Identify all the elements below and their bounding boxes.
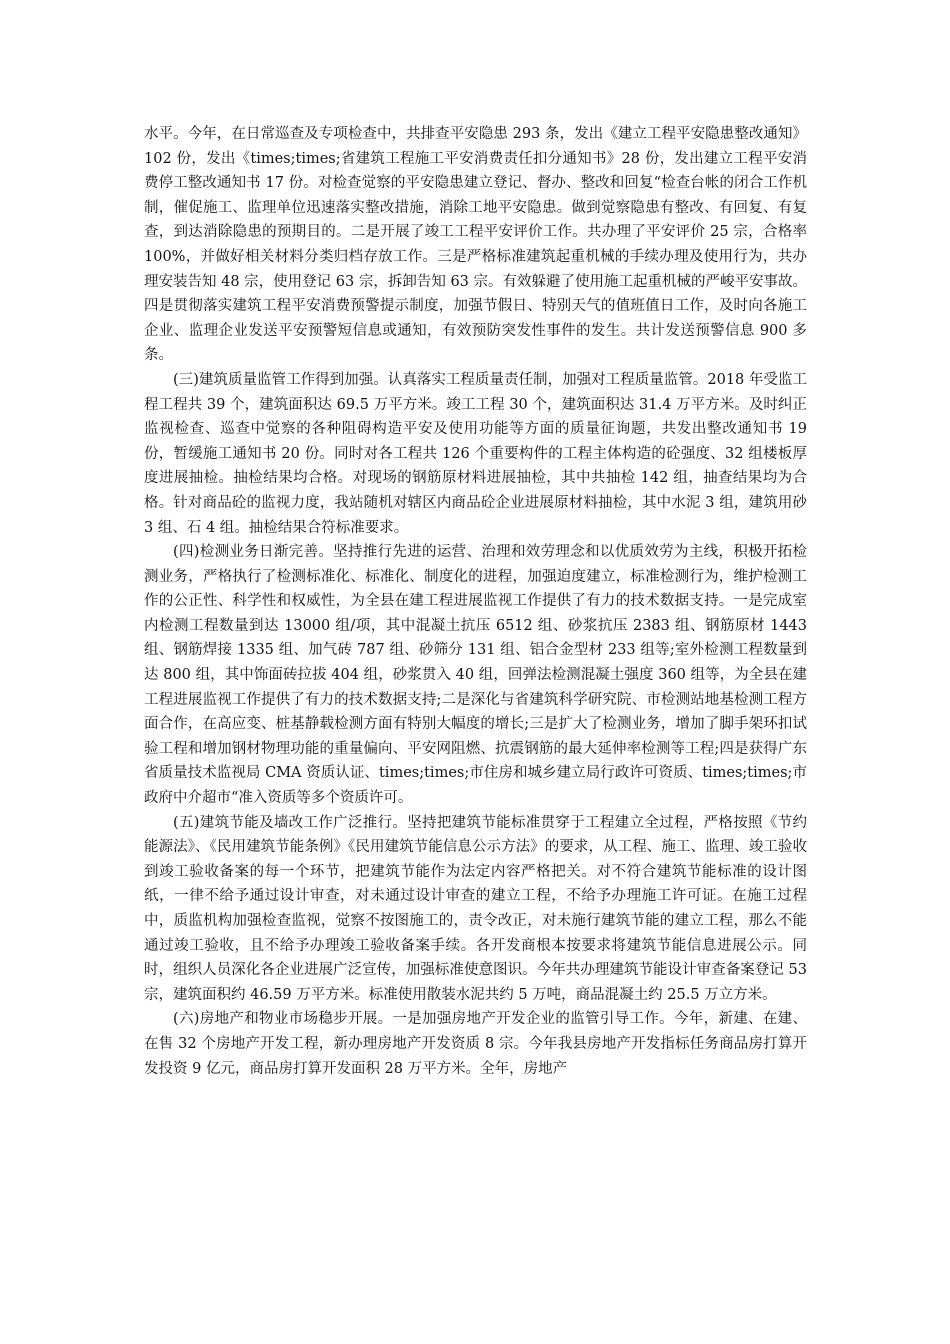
document-body	[144, 122, 807, 1081]
paragraph-real-estate: (六)房地产和物业市场稳步开展。一是加强房地产开发企业的监管引导工作。今年，新建、在建、在售 32 个房地产开发工程，新办理房地产开发资质 8 宗。今年我县房地产开发指标任务商品房打算开发投资 9 亿元，商品房打算开发面积 28 万平方米。全年，房地产	[144, 1011, 807, 1077]
paragraph-safety-inspection: 水平。今年，在日常巡查及专项检查中，共排查平安隐患 293 条，发出《建立工程平安隐患整改通知》102 份，发出《times;times;省建筑工程施工平安消费责任扣分通知书》28 份，发出建立工程平安消费停工整改通知书 17 份。对检查觉察的平安隐患建立登记、督办、整改和回复“检查台帐的闭合工作机制，催促施工、监理单位迅速落实整改措施，消除工地平安隐患。做到觉察隐患有整改、有回复、有复查，到达消除隐患的预期目的。二是开展了竣工工程平安评价工作。共办理了平安评价 25 宗，合格率 100%，并做好相关材料分类归档存放工作。三是严格标准建筑起重机械的手续办理及使用行为，共办理安装告知 48 宗，使用登记 63 宗，拆卸告知 63 宗。有效躲避了使用施工起重机械的严峻平安事故。四是贯彻落实建筑工程平安消费预警提示制度，加强节假日、特别天气的值班值日工作，及时向各施工企业、监理企业发送平安预警短信息或通知，有效预防突发性事件的发生。共计发送预警信息 900 多条。	[144, 126, 808, 364]
paragraph-quality-supervision: (三)建筑质量监管工作得到加强。认真落实工程质量责任制，加强对工程质量监管。2018 年受监工程工程共 39 个，建筑面积达 69.5 万平方米。竣工工程 30 个，建筑面积达 31.4 万平方米。及时纠正监视检查、巡查中觉察的各种阻碍构造平安及使用功能等方面的质量征询题，共发出整改通知书 19 份，暂缓施工通知书 20 份。同时对各工程共 126 个重要构件的工程主体构造的砼强度、32 组楼板厚度进展抽检。抽检结果均合格。对现场的钢筋原材料进展抽检，其中共抽检 142 组，抽查结果均为合格。针对商品砼的监视力度，我站随机对辖区内商品砼企业进展原材料抽检，其中水泥 3 组，建筑用砂 3 组、石 4 组。抽检结果合符标准要求。	[144, 371, 807, 536]
paragraph-testing-business: (四)检测业务日渐完善。坚持推行先进的运营、治理和效劳理念和以优质效劳为主线，积极开拓检测业务，严格执行了检测标准化、标准化、制度化的进程，加强迫度建立，标准检测行为，维护检测工作的公正性、科学性和权威性，为全县在建工程进展监视工作提供了有力的技术数据支持。一是完成室内检测工程数量到达 13000 组/项，其中混凝土抗压 6512 组、砂浆抗压 2383 组、钢筋原材 1443 组、钢筋焊接 1335 组、加气砖 787 组、砂筛分 131 组、铝合金型材 233 组等;室外检测工程数量到达 800 组，其中饰面砖拉拔 404 组，砂浆贯入 40 组，回弹法检测混凝土强度 360 组等，为全县在建工程进展监视工作提供了有力的技术数据支持;二是深化与省建筑科学研究院、市检测站地基检测工程方面合作，在高应变、桩基静载检测方面有特别大幅度的增长;三是扩大了检测业务，增加了脚手架环扣试验工程和增加钢材物理功能的重量偏向、平安网阻燃、抗震钢筋的最大延伸率检测等工程;四是获得广东省质量技术监视局 CMA 资质认证、times;times;市住房和城乡建立局行政许可资质、times;times;市政府中介超市“准入资质等多个资质许可。	[144, 544, 807, 807]
paragraph-energy-saving: (五)建筑节能及墙改工作广泛推行。坚持把建筑节能标准贯穿于工程建立全过程，严格按照《节约能源法》、《民用建筑节能条例》《民用建筑节能信息公示方法》的要求，从工程、施工、监理、竣工验收到竣工验收备案的每一个环节，把建筑节能作为法定内容严格把关。对不符合建筑节能标准的设计图纸，一律不给予通过设计审查，对未通过设计审查的建立工程，不给予办理施工许可证。在施工过程中，质监机构加强检查监视，觉察不按图施工的，责令改正，对未施行建筑节能的建立工程，那么不能通过竣工验收，且不给予办理竣工验收备案手续。各开发商根本按要求将建筑节能信息进展公示。同时，组织人员深化各企业进展广泛宣传，加强标准使意图识。今年共办理建筑节能设计审查备案登记 53 宗，建筑面积约 46.59 万平方米。标准使用散装水泥共约 5 万吨，商品混凝土约 25.5 万立方米。	[144, 814, 807, 1003]
